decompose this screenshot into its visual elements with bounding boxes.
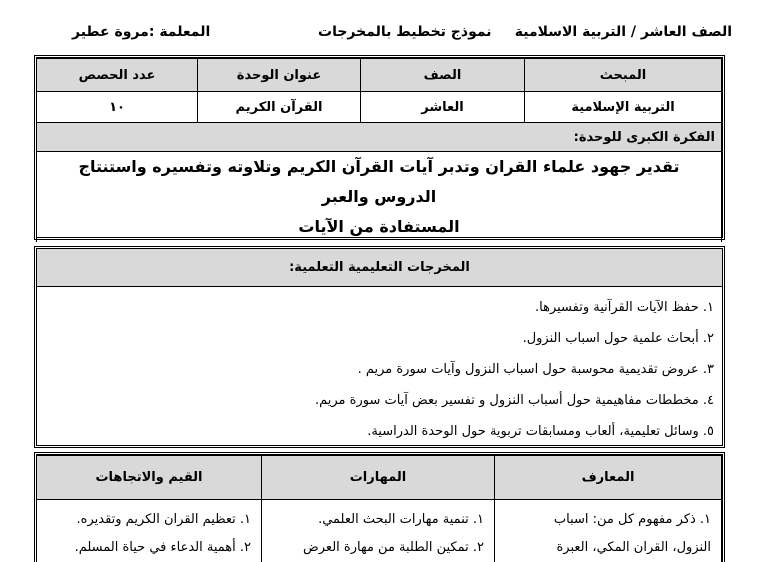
outcome-item: ٤. مخططات مفاهيمية حول أسباب النزول و تفسير بعض آيات سورة مريم.	[37, 385, 714, 416]
outcomes-box	[34, 246, 725, 448]
grade-header: الصف	[361, 59, 525, 92]
header-class-subject: الصف العاشر / التربية الاسلامية	[515, 24, 732, 40]
values-cell	[37, 500, 262, 562]
header-form-title: نموذج تخطيط بالمخرجات	[318, 24, 492, 40]
outcome-item: ٢. أبحاث علمية حول اسباب النزول.	[37, 323, 714, 354]
skills-cell	[262, 500, 495, 562]
domains-box	[34, 452, 725, 562]
domains-table	[36, 455, 722, 562]
outcomes-title: المخرجات التعليمية التعلمية:	[37, 249, 722, 287]
subject-value: التربية الإسلامية	[525, 92, 722, 123]
outcome-item: ٥. وسائل تعليمية، ألعاب ومسابقات تربوية حول الوحدة الدراسية.	[37, 416, 714, 447]
unit-info-box	[34, 55, 725, 240]
knowledge-header: المعارف	[495, 456, 722, 500]
skills-item: ٢. تمكين الطلبة من مهارة العرض	[268, 534, 484, 562]
big-idea-text	[37, 152, 722, 243]
values-item: ٢. أهمية الدعاء في حياة المسلم.	[43, 534, 251, 562]
periods-header: عدد الحصص	[37, 59, 198, 92]
knowledge-cell	[495, 500, 722, 562]
big-idea-label: الفكرة الكبرى للوحدة:	[37, 123, 722, 152]
periods-value: ١٠	[37, 92, 198, 123]
skills-item: ١. تنمية مهارات البحث العلمي.	[268, 506, 484, 534]
outcomes-list	[37, 287, 722, 447]
values-header: القيم والاتجاهات	[37, 456, 262, 500]
big-idea-line-1: تقدير جهود علماء القران وتدبر آيات القرآن الكريم وتلاوته وتفسيره واستنتاج الدروس والعبر	[57, 152, 701, 212]
knowledge-item: النزول، القران المكي، العبرة	[501, 534, 711, 562]
values-item: ١. تعظيم القران الكريم وتقديره.	[43, 506, 251, 534]
unit-title-header: عنوان الوحدة	[198, 59, 361, 92]
skills-header: المهارات	[262, 456, 495, 500]
knowledge-item: ١. ذكر مفهوم كل من: اسباب	[501, 506, 711, 534]
grade-value: العاشر	[361, 92, 525, 123]
unit-info-table	[36, 58, 722, 242]
outcome-item: ١. حفظ الآيات القرآنية وتفسيرها.	[37, 292, 714, 323]
big-idea-line-2: المستفادة من الآيات	[57, 212, 701, 242]
outcome-item: ٣. عروض تقديمية محوسبة حول اسباب النزول وآيات سورة مريم .	[37, 354, 714, 385]
header-teacher: المعلمة :مروة عطير	[72, 24, 210, 40]
subject-header: المبحث	[525, 59, 722, 92]
unit-title-value: القرآن الكريم	[198, 92, 361, 123]
